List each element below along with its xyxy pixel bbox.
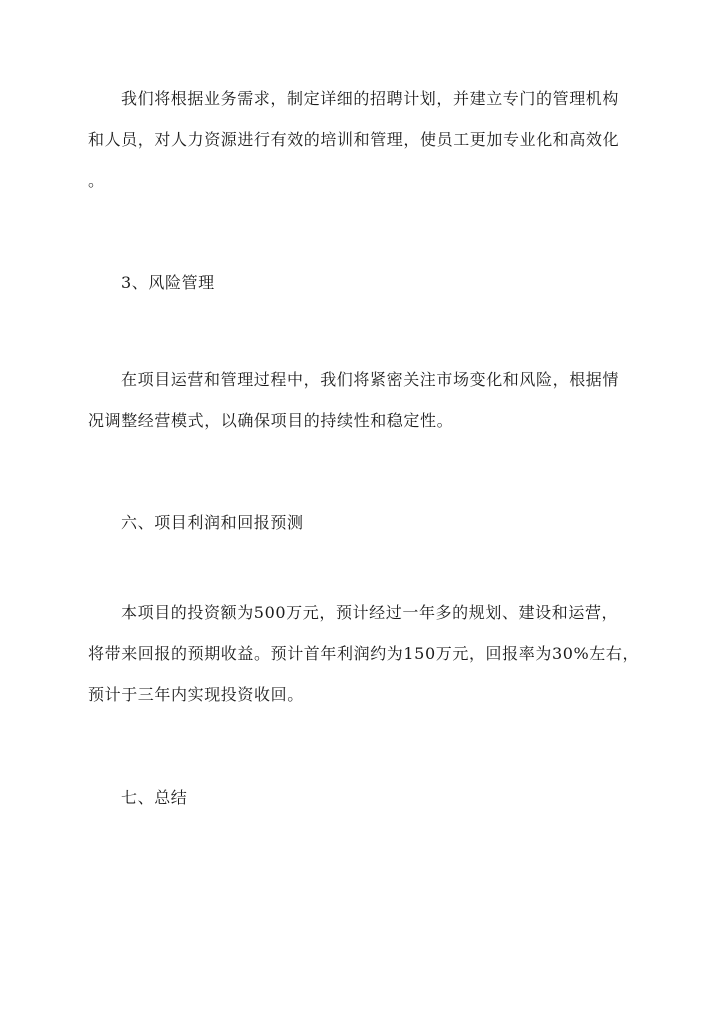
text-line: 况调整经营模式，以确保项目的持续性和稳定性。 — [88, 411, 454, 430]
text-line: 本项目的投资额为500万元，预计经过一年多的规划、建设和运营， — [121, 603, 619, 622]
section-heading-profit-forecast: 六、项目利润和回报预测 — [121, 513, 304, 532]
section-heading-risk-management: 3、风险管理 — [121, 273, 215, 292]
text-line: 我们将根据业务需求，制定详细的招聘计划，并建立专门的管理机构 — [121, 89, 620, 108]
text-line: 将带来回报的预期收益。预计首年利润约为150万元，回报率为30%左右， — [88, 644, 640, 663]
paragraph-recruitment — [88, 78, 636, 201]
section-heading-summary: 七、总结 — [121, 788, 188, 807]
paragraph-risk — [88, 359, 636, 441]
text-line: 预计于三年内实现投资收回。 — [88, 685, 304, 704]
text-line: 在项目运营和管理过程中，我们将紧密关注市场变化和风险，根据情 — [121, 370, 620, 389]
text-line: 。 — [88, 171, 105, 190]
paragraph-investment — [88, 592, 640, 715]
text-line: 和人员，对人力资源进行有效的培训和管理，使员工更加专业化和高效化 — [88, 130, 620, 149]
